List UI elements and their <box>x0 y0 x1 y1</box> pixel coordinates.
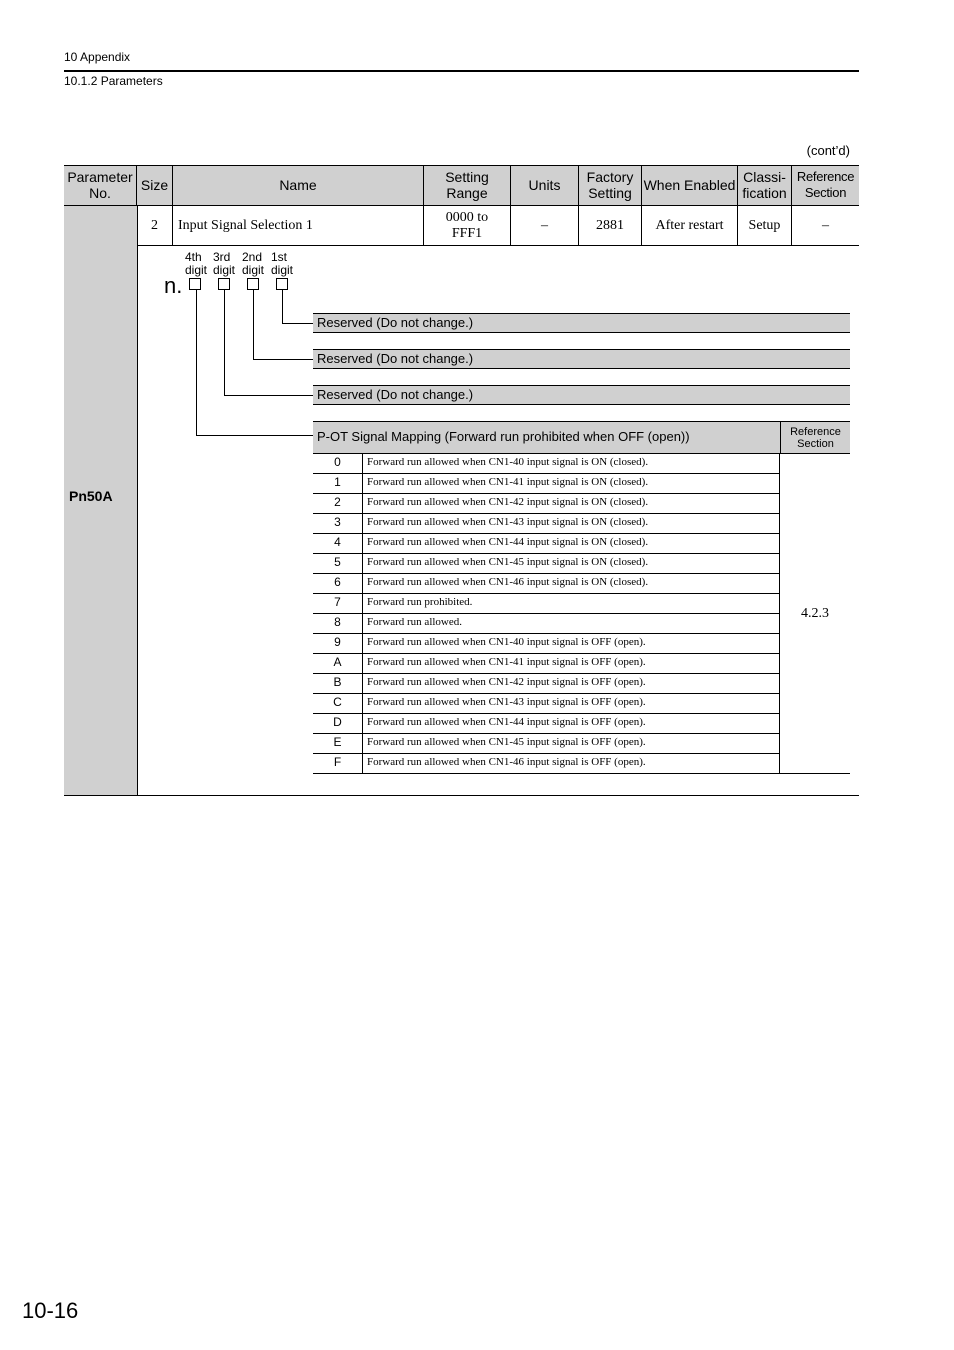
option-description: Forward run allowed. <box>367 616 463 628</box>
option-row <box>313 654 780 674</box>
option-row <box>313 514 780 534</box>
option-description: Forward run allowed when CN1-43 input signal is OFF (open). <box>367 696 646 708</box>
option-description: Forward run allowed when CN1-43 input signal is ON (closed). <box>367 516 649 528</box>
col-header-name: Name <box>173 165 424 205</box>
digit-box-3rd <box>218 278 230 290</box>
option-row <box>313 734 780 754</box>
option-row <box>313 694 780 714</box>
when-enabled-value: After restart <box>642 206 738 245</box>
param-col-border <box>137 205 138 795</box>
param-no-value: Pn50A <box>69 488 113 504</box>
option-description: Forward run allowed when CN1-42 input signal is ON (closed). <box>367 496 649 508</box>
col-header-reference-section: Reference Section <box>792 165 859 205</box>
continued-note: (cont’d) <box>806 143 850 158</box>
option-row <box>313 494 780 514</box>
option-code: 5 <box>313 554 363 573</box>
option-row <box>313 454 780 474</box>
reserved-row-1st-digit: Reserved (Do not change.) <box>313 313 850 333</box>
reserved-row-2nd-digit: Reserved (Do not change.) <box>313 349 850 369</box>
col-header-size: Size <box>137 165 173 205</box>
option-description: Forward run allowed when CN1-40 input signal is OFF (open). <box>367 636 646 648</box>
option-row <box>313 614 780 634</box>
option-row <box>313 754 780 774</box>
classification-value: Setup <box>738 206 792 245</box>
reference-section-value: – <box>822 217 829 233</box>
option-row <box>313 674 780 694</box>
option-code: 0 <box>313 454 363 473</box>
option-description: Forward run prohibited. <box>367 596 473 608</box>
option-row <box>313 714 780 734</box>
col-header-param-no: Parameter No. <box>64 165 137 205</box>
connector-3rd-vertical <box>224 290 225 396</box>
digit-label-4th: 4th digit <box>185 250 208 277</box>
col-header-classification: Classi-fication <box>738 165 792 205</box>
option-description: Forward run allowed when CN1-41 input signal is OFF (open). <box>367 656 646 668</box>
option-row <box>313 534 780 554</box>
size-value: 2 <box>137 206 173 245</box>
option-description: Forward run allowed when CN1-44 input signal is ON (closed). <box>367 536 649 548</box>
factory-setting-value: 2881 <box>579 206 642 245</box>
digit-prefix: n. <box>164 273 183 298</box>
option-code: C <box>313 694 363 713</box>
row-bottom-border <box>137 245 859 246</box>
option-description: Forward run allowed when CN1-46 input signal is OFF (open). <box>367 756 646 768</box>
connector-3rd-horizontal <box>224 395 313 396</box>
setting-range-value: 0000 to FFF1 <box>424 206 511 245</box>
connector-2nd-horizontal <box>253 359 313 360</box>
connector-4th-vertical <box>196 290 197 436</box>
page-number: 10-16 <box>22 1298 79 1323</box>
option-row <box>313 634 780 654</box>
digit-label-2nd: 2nd digit <box>242 250 265 277</box>
option-code: F <box>313 754 363 773</box>
connector-1st-vertical <box>282 290 283 324</box>
option-code: A <box>313 654 363 673</box>
option-row <box>313 574 780 594</box>
reserved-row-3rd-digit: Reserved (Do not change.) <box>313 385 850 405</box>
section-heading: 10.1.2 Parameters <box>64 74 163 88</box>
pot-options-table <box>313 454 780 774</box>
digit-box-4th <box>189 278 201 290</box>
table-bottom-border <box>64 795 859 796</box>
option-code: 8 <box>313 614 363 633</box>
digit-box-1st <box>276 278 288 290</box>
option-description: Forward run allowed when CN1-46 input signal is ON (closed). <box>367 576 649 588</box>
option-code: 9 <box>313 634 363 653</box>
connector-1st-horizontal <box>282 323 313 324</box>
option-code: 6 <box>313 574 363 593</box>
connector-2nd-vertical <box>253 290 254 360</box>
option-row <box>313 474 780 494</box>
option-code: 7 <box>313 594 363 613</box>
option-code: B <box>313 674 363 693</box>
digit-label-1st: 1st digit <box>271 250 294 277</box>
col-header-setting-range: Setting Range <box>424 165 511 205</box>
pot-mapping-title: P-OT Signal Mapping (Forward run prohibited when OFF (open)) <box>313 421 780 454</box>
option-description: Forward run allowed when CN1-45 input signal is OFF (open). <box>367 736 646 748</box>
digit-label-3rd: 3rd digit <box>213 250 236 277</box>
option-code: D <box>313 714 363 733</box>
header-rule <box>64 70 859 72</box>
units-value: – <box>511 206 579 245</box>
name-value: Input Signal Selection 1 <box>173 206 424 245</box>
option-description: Forward run allowed when CN1-45 input signal is ON (closed). <box>367 556 649 568</box>
option-description: Forward run allowed when CN1-44 input signal is OFF (open). <box>367 716 646 728</box>
option-row <box>313 594 780 614</box>
pot-reference-value: 4.2.3 <box>780 454 850 774</box>
option-row <box>313 554 780 574</box>
option-code: 2 <box>313 494 363 513</box>
option-description: Forward run allowed when CN1-42 input signal is OFF (open). <box>367 676 646 688</box>
option-code: E <box>313 734 363 753</box>
option-description: Forward run allowed when CN1-40 input signal is ON (closed). <box>367 456 649 468</box>
connector-4th-horizontal <box>196 435 313 436</box>
option-code: 4 <box>313 534 363 553</box>
table-top-border <box>64 165 859 166</box>
pot-reference-header: Reference Section <box>780 421 850 454</box>
chapter-heading: 10 Appendix <box>64 50 131 64</box>
option-code: 3 <box>313 514 363 533</box>
header-bottom-border <box>64 205 859 206</box>
col-header-units: Units <box>511 165 579 205</box>
digit-box-2nd <box>247 278 259 290</box>
option-code: 1 <box>313 474 363 493</box>
col-header-when-enabled: When Enabled <box>642 165 738 205</box>
option-description: Forward run allowed when CN1-41 input signal is ON (closed). <box>367 476 649 488</box>
col-header-factory-setting: Factory Setting <box>579 165 642 205</box>
